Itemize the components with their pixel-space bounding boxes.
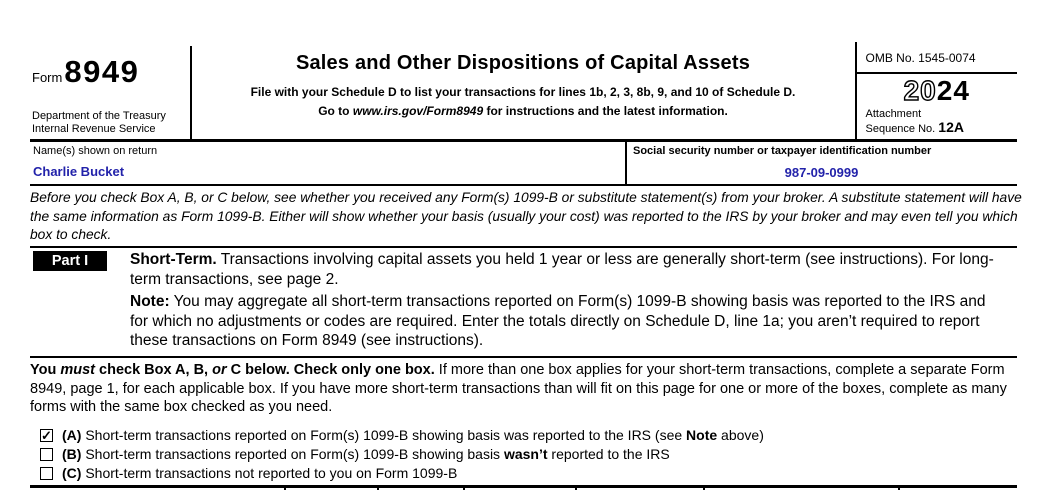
checkbox-c[interactable]	[40, 467, 53, 480]
attachment-line-2	[866, 121, 964, 136]
must-check-bold-3: C below. Check only one box.	[226, 362, 435, 378]
taxpayer-row	[30, 142, 1017, 184]
checkbox-row-b	[40, 445, 1020, 463]
checkbox-a-text-2: above)	[717, 427, 764, 443]
tax-year-solid: 24	[936, 75, 970, 106]
form-subtitle-1: File with your Schedule D to list your transactions for lines 1b, 2, 3, 8b, 9, and 10 of Schedule D.	[250, 85, 796, 99]
note-text: You may aggregate all short-term transactions reported on Form(s) 1099-B showing basis was reported to the IRS and for which no adjustments or codes are required. Enter the totals directly on Schedule D, line 1a; you aren’t required to report these transactions on Form 8949 (see instructions).	[130, 293, 986, 350]
checkbox-b-letter: (B)	[62, 446, 82, 462]
goto-suffix: for instructions and the latest information.	[483, 104, 728, 118]
name-field[interactable]: Charlie Bucket	[33, 164, 125, 179]
checkbox-b-text-1: Short-term transactions reported on Form(s) 1099-B showing basis	[81, 446, 504, 462]
ssn-field[interactable]: 987-09-0999	[784, 165, 859, 180]
form-title: Sales and Other Dispositions of Capital Assets	[295, 52, 751, 74]
form-url-link[interactable]: www.irs.gov/Form8949	[352, 104, 484, 118]
must-check-paragraph	[30, 361, 1022, 417]
checkbox-a-bold-word: Note	[686, 427, 718, 443]
omb-block	[857, 42, 1018, 139]
short-term-text: Transactions involving capital assets you held 1 year or less are generally short-term (see instructions). For long-term transactions, see page 2.	[130, 251, 994, 288]
sequence-number: 12A	[938, 119, 964, 135]
agency-line-1: Department of the Treasury	[32, 110, 166, 122]
attachment-line-1: Attachment	[865, 108, 922, 120]
checkbox-a-text-1: Short-term transactions reported on Form(s) 1099-B showing basis was reported to the IRS (see	[81, 427, 687, 443]
goto-prefix: Go to	[318, 104, 353, 118]
omb-number: OMB No. 1545-0074	[865, 51, 976, 65]
agency-line-2: Internal Revenue Service	[32, 123, 156, 135]
omb-divider	[857, 72, 1018, 74]
checkbox-c-label	[62, 465, 457, 481]
broker-statement-paragraph: Before you check Box A, B, or C below, see whether you received any Form(s) 1099-B or substitute statement(s) from your broker. A substitute statement will have the same information as Form 1099-B. Either will show whether your basis (usually your cost) was reported to the IRS by your broker and may even tell you which box to check.	[30, 190, 1022, 243]
must-check-bold-1: You	[30, 362, 61, 378]
form-subtitle-2	[192, 104, 854, 118]
note-label: Note:	[130, 293, 170, 310]
must-check-bold-2: check Box A, B,	[95, 362, 213, 378]
must-check-text: If more than one box applies for your short-term transactions, complete a separate Form 8949, page 1, for each applicable box. If you have more short-term transactions than will fit on this page for one or more of the boxes, complete as many forms with the same box checked as you need.	[30, 362, 1007, 416]
checkbox-b[interactable]	[40, 448, 53, 461]
form-number: 8949	[64, 54, 140, 89]
sequence-label: Sequence No.	[865, 123, 939, 135]
part-1-heading	[130, 250, 996, 289]
checkbox-c-letter: (C)	[62, 465, 82, 481]
checkbox-b-text-2: reported to the IRS	[547, 446, 670, 462]
note-bottom-rule	[30, 356, 1017, 358]
ssn-label: Social security number or taxpayer identification number	[633, 145, 932, 157]
checkbox-a-letter: (A)	[62, 427, 82, 443]
form-number-line	[32, 54, 139, 90]
checkbox-a[interactable]	[40, 429, 53, 442]
taxpayer-row-rule	[30, 184, 1017, 186]
tax-year	[857, 75, 1018, 107]
checkbox-c-text-1: Short-term transactions not reported to you on Form 1099-B	[81, 465, 458, 481]
must-check-bolditalic-2: or	[212, 362, 227, 378]
agency-block	[32, 110, 166, 136]
checkmark-icon: ✓	[41, 427, 52, 443]
checkbox-a-label	[62, 427, 764, 443]
attachment-sequence	[866, 108, 964, 136]
intro-bottom-rule	[30, 246, 1017, 248]
table-top-rule	[30, 485, 1017, 488]
part-1-badge: Part I	[33, 251, 107, 271]
form-word: Form	[32, 70, 63, 85]
checkbox-b-bold-word: wasn’t	[503, 446, 548, 462]
part-1-note	[130, 292, 996, 351]
short-term-label: Short-Term.	[130, 251, 217, 268]
checkbox-row-a	[40, 426, 1020, 444]
must-check-bolditalic-1: must	[60, 362, 95, 378]
form-header-center	[192, 42, 854, 139]
checkbox-b-label	[62, 446, 670, 462]
tax-year-outline: 20	[903, 75, 937, 106]
checkbox-row-c	[40, 464, 1020, 482]
form-number-block	[30, 42, 188, 139]
name-label: Name(s) shown on return	[33, 145, 158, 157]
